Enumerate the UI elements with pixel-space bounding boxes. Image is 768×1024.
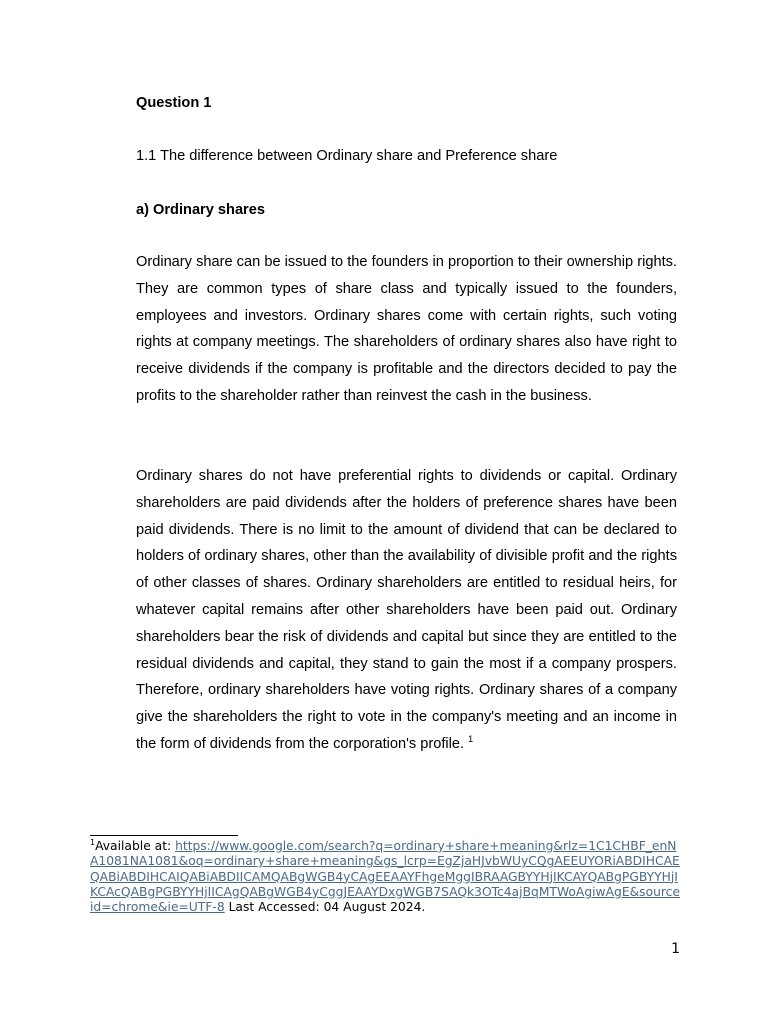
- paragraph-1: Ordinary share can be issued to the founders in proportion to their ownership rights. They are common types of share class and typically issued to the founders, employees and investors. Ordinary shares come with certain rights, such voting rights at company meetings. The shareholders of ordinary shares also have right to receive dividends if the company is profitable and the directors decided to pay the profits to the shareholder rather than reinvest the cash in the business.: [136, 254, 677, 404]
- page-number: 1: [671, 941, 680, 957]
- footnote-reference[interactable]: 1: [468, 734, 474, 745]
- section-heading-ordinary-shares: a) Ordinary shares: [136, 202, 265, 218]
- footnote-marker: 1: [90, 837, 96, 847]
- footnote: [90, 839, 680, 915]
- question-heading: Question 1: [136, 95, 212, 111]
- paragraph-2-text: Ordinary shares do not have preferential rights to dividends or capital. Ordinary shareholders are paid dividends after the holders of preference shares have been paid dividends. There is no limit to the amount of dividend that can be declared to holders of ordinary shares, other than the availability of divisible profit and the rights of other classes of shares. Ordinary shareholders are entitled to residual heirs, for whatever capital remains after other shareholders have been paid out. Ordinary shareholders bear the risk of dividends and capital but since they are entitled to the residual dividends and capital, they stand to gain the most if a company prospers. Therefore, ordinary shareholders have voting rights. Ordinary shares of a company give the shareholders the right to vote in the company's meeting and an income in the form of dividends from the corporation's profile.: [136, 468, 677, 752]
- subheading: 1.1 The difference between Ordinary share and Preference share: [136, 148, 558, 164]
- footnote-separator: [90, 835, 238, 836]
- paragraph-2: [136, 463, 677, 758]
- footnote-prefix: Available at:: [95, 839, 176, 853]
- footnote-link[interactable]: https://www.google.com/search?q=ordinary+share+meaning&rlz=1C1CHBF_enNA1081NA1081&oq=ordinary+share+meaning&gs_lcrp=EgZjaHJvbWUyCQgAEEUYORiABDIHCAEQABiABDIHCAIQABiABDIICAMQABgWGB4yCAgEEAAYFhgeMggIBRAAGBYYHjIKCAYQABgPGBYYHjIKCAcQABgPGBYYHjIICAgQABgWGB4yCggJEAAYDxgWGB7SAQk3OTc4ajBqMTWoAgiwAgE&sourceid=chrome&ie=UTF-8: [90, 839, 681, 915]
- footnote-suffix: Last Accessed: 04 August 2024.: [224, 900, 426, 915]
